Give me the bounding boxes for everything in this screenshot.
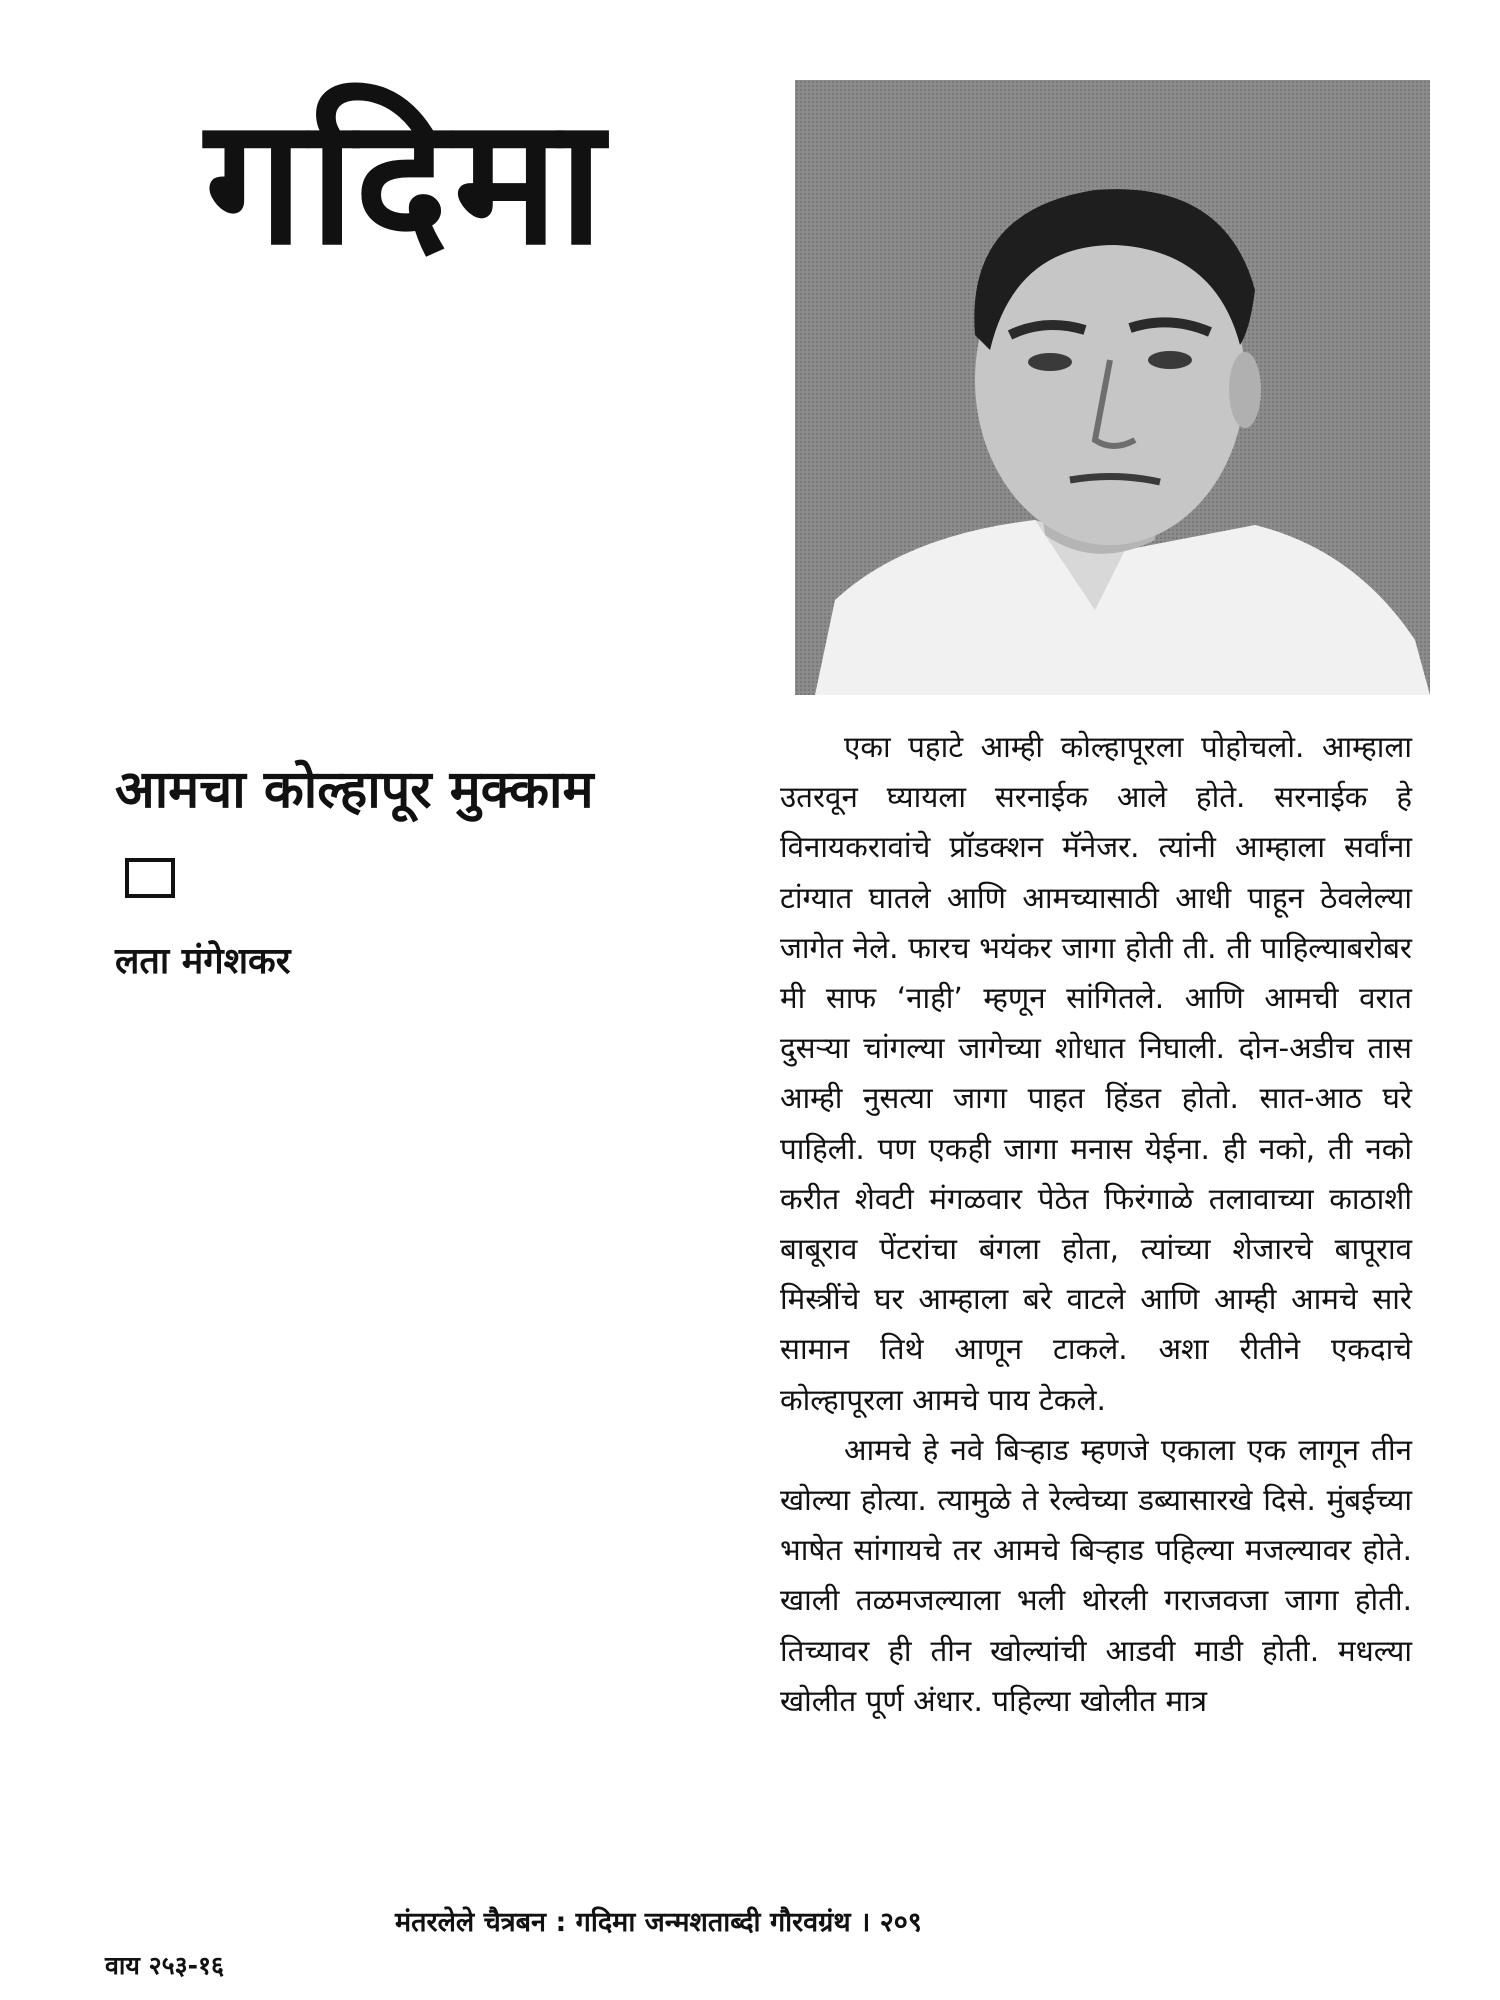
- article-title: आमचा कोल्हापूर मुक्काम: [115, 760, 594, 820]
- article-body: [780, 722, 1412, 1726]
- portrait-photo: [795, 80, 1430, 695]
- portrait-photo-icon: [795, 80, 1430, 695]
- paragraph: एका पहाटे आम्ही कोल्हापूरला पोहोचलो. आम्हाला उतरवून घ्यायला सरनाईक आले होते. सरनाईक हे विनायकरावांचे प्रॉडक्शन मॅनेजर. त्यांनी आम्हाला सर्वांना टांग्यात घातले आणि आमच्यासाठी आधी पाहून ठेवलेल्या जागेत नेले. फारच भयंकर जागा होती ती. ती पाहिल्याबरोबर मी साफ ‘नाही’ म्हणून सांगितले. आणि आमची वरात दुसऱ्या चांगल्या जागेच्या शोधात निघाली. दोन-अडीच तास आम्ही नुसत्या जागा पाहत हिंडत होतो. सात-आठ घरे पाहिली. पण एकही जागा मनास येईना. ही नको, ती नको करीत शेवटी मंगळवार पेठेत फिरंगाळे तलावाच्या काठाशी बाबूराव पेंटरांचा बंगला होता, त्यांच्या शेजारचे बापूराव मिस्त्रींचे घर आम्हाला बरे वाटले आणि आम्ही आमचे सारे सामान तिथे आणून टाकले. अशा रीतीने एकदाचे कोल्हापूरला आमचे पाय टेकले.: [780, 730, 1412, 1417]
- paragraph: आमचे हे नवे बिऱ्हाड म्हणजे एकाला एक लागून तीन खोल्या होत्या. त्यामुळे ते रेल्वेच्या डब्यासारखे दिसे. मुंबईच्या भाषेत सांगायचे तर आमचे बिऱ्हाड पहिल्या मजल्यावर होते. खाली तळमजल्याला भली थोरली गराजवजा जागा होती. तिच्यावर ही तीन खोल्यांची आडवी माडी होती. मधल्या खोलीत पूर्ण अंधार. पहिल्या खोलीत मात्र: [780, 1432, 1412, 1718]
- author-name: लता मंगेशकर: [115, 941, 291, 982]
- page-code: वाय २५३-१६: [105, 1951, 224, 1980]
- page-title: गदिमा: [205, 81, 610, 284]
- footer-book-title: मंतरलेले चैत्रबन : गदिमा जन्मशताब्दी गौरवग्रंथ । २०९: [395, 1907, 922, 1938]
- square-box-icon: [125, 858, 175, 898]
